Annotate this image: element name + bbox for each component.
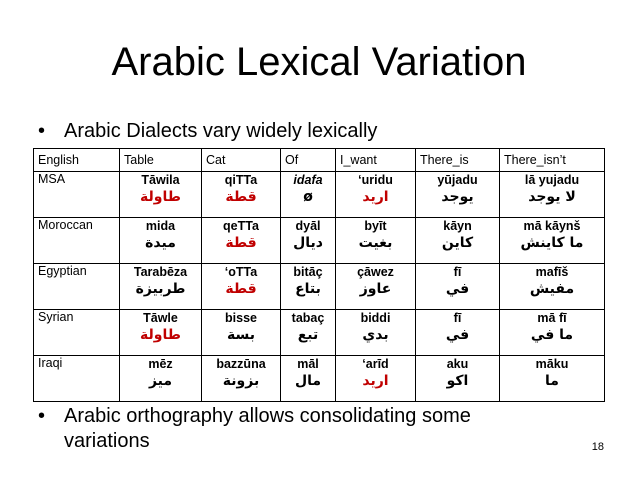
slide-title: Arabic Lexical Variation [111,40,527,84]
table-cell [416,356,500,402]
transliteration: yūjadu [437,173,478,187]
lexical-variation-table [33,148,605,402]
bullet-symbol: • [38,120,46,142]
table-cell [202,218,281,264]
transliteration: lā yujadu [524,173,580,187]
table-cell [281,172,336,218]
column-header: Of [281,149,336,172]
transliteration: bitāç [293,265,323,279]
column-header: There_is [416,149,500,172]
arabic-word: بتاع [295,281,321,297]
dialect-name: Moroccan [34,218,120,264]
table-row [34,264,605,310]
dialect-name: Syrian [34,310,120,356]
transliteration: mā kāynš [523,219,581,233]
column-header: I_want [336,149,416,172]
arabic-word: ما [545,373,559,389]
table-cell [336,218,416,264]
table-row [34,172,605,218]
arabic-word: كاين [441,235,474,251]
arabic-word: قطة [225,235,257,251]
transliteration: mēz [148,357,173,371]
arabic-word: اريد [362,189,389,205]
column-header: There_isn’t [500,149,605,172]
table-cell [500,310,605,356]
table-cell [281,218,336,264]
table-cell [202,172,281,218]
transliteration: tabaç [291,311,325,325]
arabic-word: ديال [293,235,323,251]
transliteration: byīt [364,219,387,233]
transliteration: ‘uridu [358,173,393,187]
arabic-word: يوجد [441,189,474,205]
arabic-word: طربيزة [135,281,186,297]
transliteration: qeTTa [223,219,259,233]
table-cell [336,172,416,218]
table-cell [500,218,605,264]
bullet-text: Arabic orthography allows consolidating some variations [64,405,471,452]
transliteration: idafa [293,173,323,187]
column-header: Cat [202,149,281,172]
transliteration: Tāwila [141,173,180,187]
arabic-word: طاولة [140,189,181,205]
bullet-orthography [38,404,558,454]
arabic-word: عاوز [359,281,392,297]
transliteration: fī [453,311,462,325]
table-cell [202,310,281,356]
table-cell [336,264,416,310]
arabic-word: ما في [530,327,574,343]
table-cell [500,264,605,310]
table-header-row [34,149,605,172]
table-row [34,218,605,264]
arabic-word: قطة [225,189,257,205]
table-cell [416,172,500,218]
transliteration: mida [145,219,176,233]
arabic-word: بدي [362,327,389,343]
arabic-word: مفيش [529,281,575,297]
arabic-word: مال [294,373,322,389]
arabic-word: بغيت [358,235,393,251]
table-cell [281,310,336,356]
arabic-word: طاولة [140,327,181,343]
transliteration: Tāwle [143,311,178,325]
table-row [34,310,605,356]
column-header: Table [120,149,202,172]
table-cell [281,264,336,310]
arabic-word: قطة [225,281,257,297]
table-cell [120,172,202,218]
arabic-word: ما كاينش [520,235,584,251]
bullet-symbol: • [38,405,46,427]
bullet-dialects [38,119,377,144]
arabic-word: بزونة [222,373,260,389]
bullet-text: Arabic Dialects vary widely lexically [64,120,378,142]
transliteration: fī [453,265,462,279]
table-cell [120,264,202,310]
transliteration: ‘arīd [362,357,389,371]
table-cell [336,356,416,402]
transliteration: kāyn [443,219,472,233]
table-cell [120,356,202,402]
page-number: 18 [591,441,604,453]
arabic-word: بسة [227,327,255,343]
transliteration: mā fī [537,311,567,325]
transliteration: çāwez [357,265,394,279]
arabic-word: ø [303,189,313,205]
dialect-name: Iraqi [34,356,120,402]
arabic-word: اكو [446,373,469,389]
arabic-word: في [445,281,470,297]
table-cell [416,264,500,310]
transliteration: bisse [225,311,257,325]
table-cell [202,264,281,310]
dialect-name: MSA [34,172,120,218]
table-cell [336,310,416,356]
transliteration: māl [297,357,319,371]
transliteration: qiTTa [224,173,258,187]
table-cell [416,218,500,264]
arabic-word: اريد [362,373,389,389]
transliteration: dyāl [295,219,321,233]
arabic-word: تبع [297,327,319,343]
table-cell [500,172,605,218]
transliteration: biddi [360,311,391,325]
column-header: English [34,149,120,172]
dialect-name: Egyptian [34,264,120,310]
transliteration: aku [446,357,469,371]
transliteration: mafīš [535,265,569,279]
table-cell [120,310,202,356]
table-cell [416,310,500,356]
table-row [34,356,605,402]
arabic-word: ميدة [145,235,176,251]
arabic-word: في [445,327,470,343]
arabic-word: لا يوجد [528,189,576,205]
transliteration: māku [535,357,569,371]
table-cell [120,218,202,264]
table-cell [281,356,336,402]
transliteration: ‘oTTa [224,265,258,279]
transliteration: Tarabēza [133,265,188,279]
table-cell [202,356,281,402]
table-cell [500,356,605,402]
transliteration: bazzūna [216,357,266,371]
arabic-word: ميز [148,373,173,389]
